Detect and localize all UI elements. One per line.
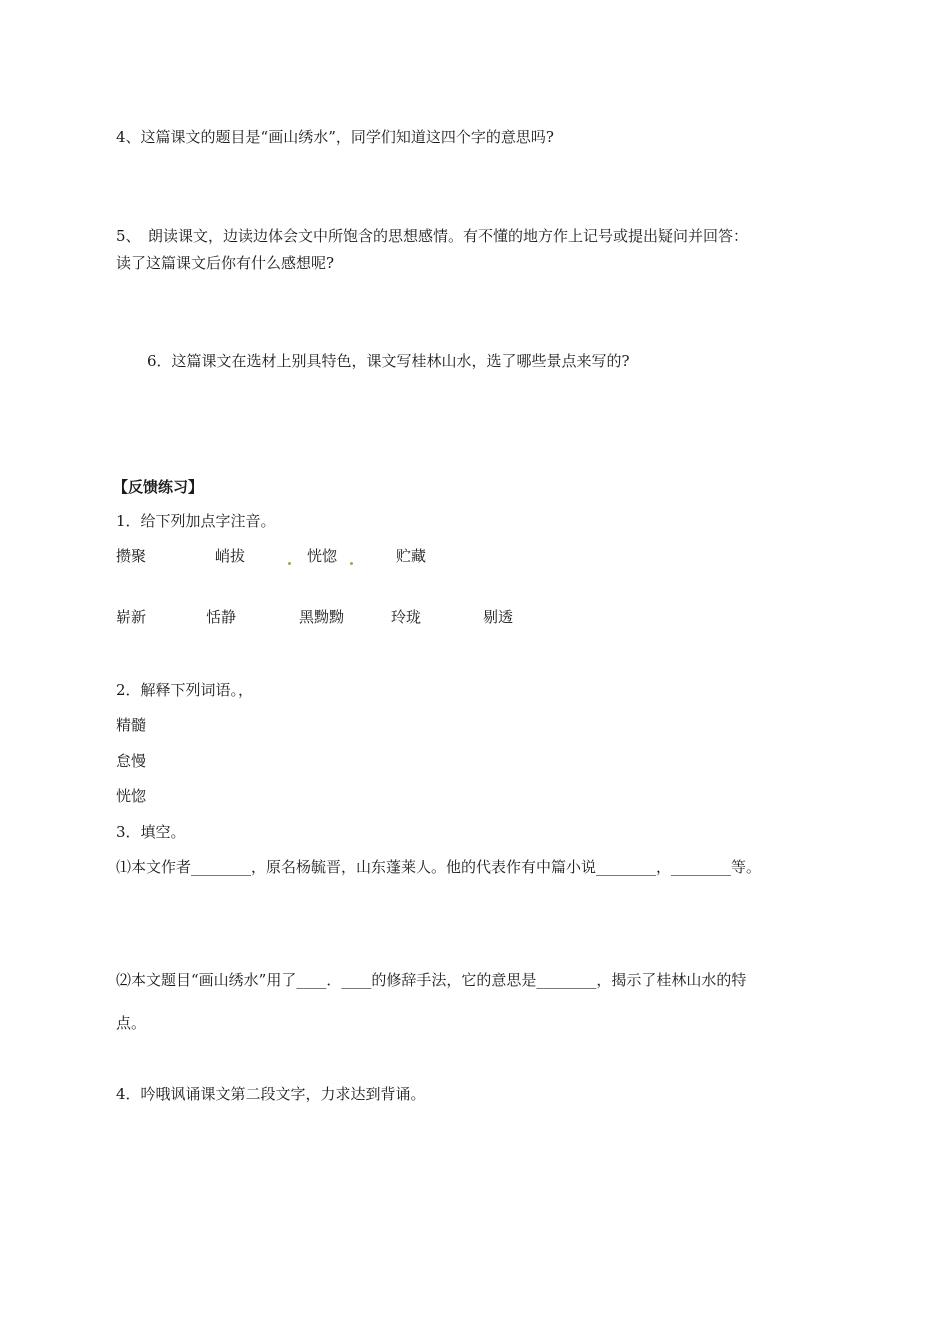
pinyin-word: 恬静 [206, 608, 237, 626]
item-4-prompt: 4．吟哦讽诵课文第二段文字，力求达到背诵。 [116, 1085, 426, 1103]
question-5-line-2: 读了这篇课文后你有什么感想呢? [116, 254, 335, 272]
pinyin-word: 黑黝黝 [299, 608, 345, 626]
pinyin-word: 贮藏 [396, 547, 427, 565]
pinyin-word: 玲珑 [391, 608, 422, 626]
item-2-prompt: 2．解释下列词语。， [116, 681, 254, 699]
pinyin-word: 剔透 [483, 608, 514, 626]
fill-blank-2-line-2: 点。 [116, 1014, 147, 1032]
emphasis-dot [350, 562, 353, 565]
term-2: 怠慢 [116, 752, 147, 770]
question-5-line-1: 5、 朗读课文，边读边体会文中所饱含的思想感情。有不懂的地方作上记号或提出疑问并回答： [116, 227, 749, 245]
fill-blank-1: ⑴本文作者________，原名杨毓晋，山东蓬莱人。他的代表作有中篇小说________，________等。 [116, 858, 762, 876]
pinyin-word: 崭新 [116, 608, 147, 626]
feedback-heading: 【反馈练习】 [113, 478, 204, 496]
item-1-prompt: 1．给下列加点字注音。 [116, 512, 276, 530]
question-6: 6．这篇课文在选材上别具特色，课文写桂林山水，选了哪些景点来写的? [147, 352, 630, 370]
pinyin-word: 攒聚 [116, 547, 147, 565]
pinyin-word: 恍惚 [307, 547, 338, 565]
fill-blank-2-line-1: ⑵本文题目“画山绣水”用了____．____的修辞手法，它的意思是________，揭示了桂林山水的特 [116, 971, 747, 989]
term-3: 恍惚 [116, 787, 147, 805]
item-3-prompt: 3．填空。 [116, 823, 186, 841]
question-4: 4、这篇课文的题目是“画山绣水”，同学们知道这四个字的意思吗? [116, 128, 554, 146]
pinyin-word: 峭拔 [215, 547, 246, 565]
term-1: 精髓 [116, 716, 147, 734]
emphasis-dot [288, 562, 291, 565]
